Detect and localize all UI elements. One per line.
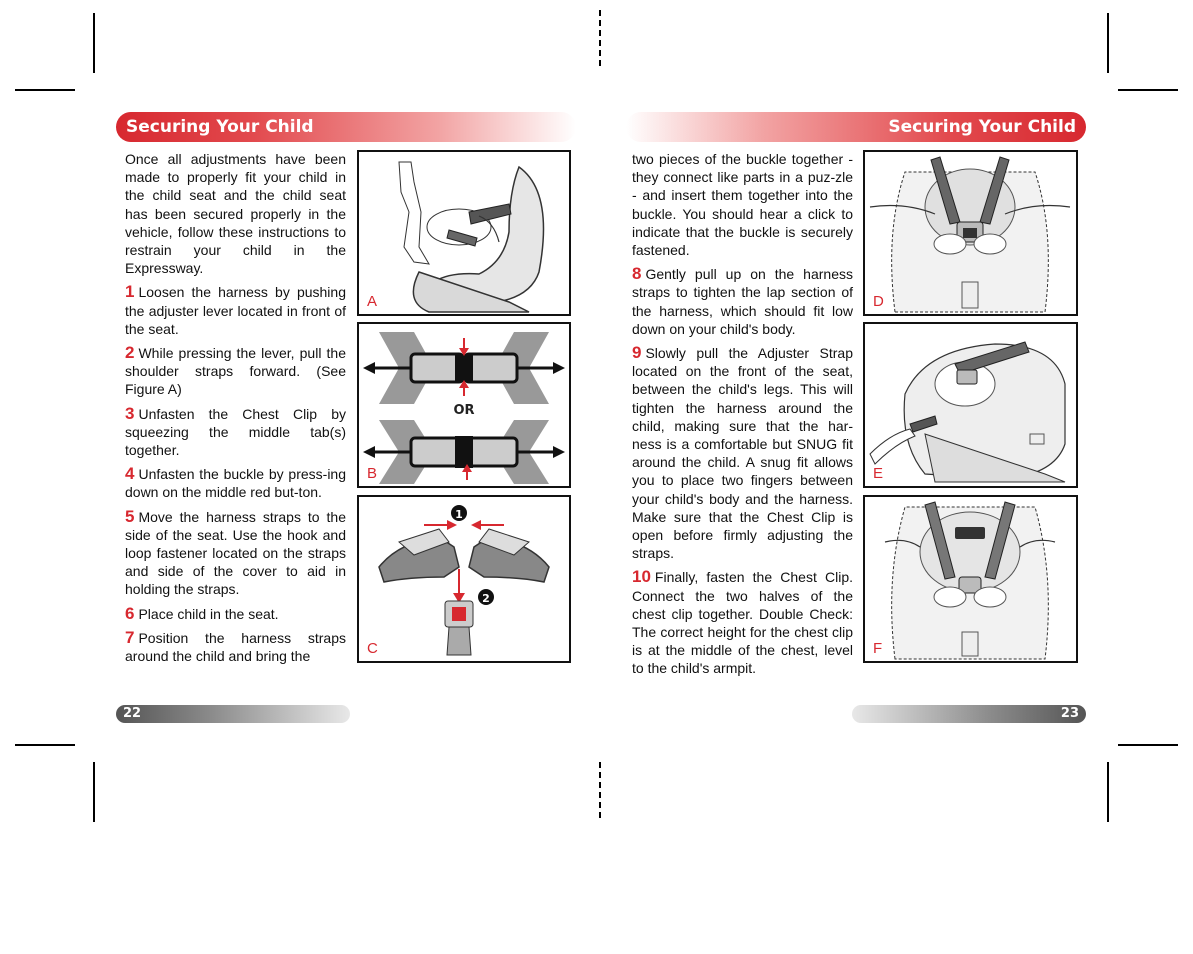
step-item (632, 568, 853, 677)
step-item (125, 605, 346, 623)
step-text: Place child in the seat. (138, 605, 279, 622)
step-number: 5 (125, 506, 135, 526)
step-text: Position the harness straps around the child and bring the (125, 629, 346, 665)
right-page-number: 23 (852, 705, 1086, 723)
figure-f-label: F (873, 640, 883, 657)
chest-clip-bottom (363, 420, 565, 484)
step-text: Unfasten the Chest Clip by squeezing the middle tab(s) together. (125, 405, 346, 459)
figure-d-label: D (873, 293, 884, 310)
crop-mark (15, 744, 75, 746)
step-marker-two: 2 (482, 592, 490, 605)
figure-b-illustration (359, 324, 569, 486)
step-number: 1 (125, 282, 135, 302)
step-text: Move the harness straps to the side of the seat. Use the hook and loop fastener located on the straps and side of the cover to aid in holding the straps. (125, 508, 346, 598)
figure-e-illustration (865, 324, 1076, 486)
step-number: 8 (632, 264, 642, 284)
step-number: 9 (632, 343, 642, 363)
step-item (125, 629, 346, 665)
step-item (125, 283, 346, 338)
figure-a-illustration (359, 152, 569, 314)
figure-b-or-label: OR (453, 403, 475, 418)
figure-c-illustration (359, 497, 569, 661)
left-page-number: 22 (116, 705, 350, 723)
figure-b-label: B (367, 465, 378, 482)
step-text: Loosen the harness by pushing the adjuster lever located in front of the seat. (125, 284, 346, 337)
step-number: 2 (125, 343, 135, 363)
crop-mark (1118, 89, 1178, 91)
crop-mark (1118, 744, 1178, 746)
step-number: 3 (125, 403, 135, 423)
crop-mark (1107, 762, 1109, 822)
right-text-column (632, 150, 853, 684)
fold-mark (599, 10, 601, 70)
step-text: Finally, fasten the Chest Clip. Connect the two halves of the chest clip together. Double Check: The correct height for the chest clip is at the middle of the chest, level to the child's armpit. (632, 569, 853, 677)
crop-mark (93, 762, 95, 822)
step-text: Slowly pull the Adjuster Strap located on the front of the seat, between the child's legs. This will tighten the harness around the child, making sure that the har-ness is a comfortable but SNUG fit around the child. A snug fit allows you to place two fingers between your child's body and the harness. Make sure that the Chest Clip is open before firmly adjusting the straps. (632, 345, 853, 562)
crop-mark (93, 13, 95, 73)
figure-e (863, 322, 1078, 488)
fold-mark (599, 762, 601, 822)
figure-d (863, 150, 1078, 316)
step-number: 4 (125, 464, 135, 484)
figure-b (357, 322, 571, 488)
right-page-header: Securing Your Child (626, 112, 1086, 142)
figure-d-illustration (865, 152, 1076, 314)
step-item (125, 508, 346, 599)
step-text: Gently pull up on the harness straps to tighten the lap section of the harness, which should fit low down on your child's body. (632, 266, 853, 337)
step-item (632, 344, 853, 562)
continuation-paragraph: two pieces of the buckle together - they connect like parts in a puz-zle - and insert them together into the buckle. You should hear a click to indicate that the buckle is securely fastened. (632, 151, 853, 259)
figure-c (357, 495, 571, 663)
figure-f-illustration (865, 497, 1076, 661)
step-number: 10 (632, 567, 651, 587)
step-item (125, 405, 346, 460)
step-marker-one: 1 (455, 508, 463, 521)
figure-e-label: E (873, 465, 884, 482)
chest-clip-top (363, 332, 565, 404)
figure-a-label: A (367, 293, 378, 310)
step-item (125, 465, 346, 501)
step-number: 6 (125, 603, 135, 623)
step-item (632, 265, 853, 338)
step-text: While pressing the lever, pull the shoulder straps forward. (See Figure A) (125, 345, 346, 398)
intro-paragraph: Once all adjustments have been made to properly fit your child in the child seat and the child seat has been secured properly in the vehicle, follow these instructions to restrain your child in the Expressway. (125, 151, 346, 277)
step-text: Unfasten the buckle by press-ing down on the middle red but-ton. (125, 466, 346, 501)
step-number: 7 (125, 627, 135, 647)
figure-c-label: C (367, 640, 378, 657)
crop-mark (1107, 13, 1109, 73)
figure-a (357, 150, 571, 316)
crop-mark (15, 89, 75, 91)
left-page-header: Securing Your Child (116, 112, 576, 142)
figure-f (863, 495, 1078, 663)
step-item (125, 344, 346, 399)
left-text-column (125, 150, 346, 671)
